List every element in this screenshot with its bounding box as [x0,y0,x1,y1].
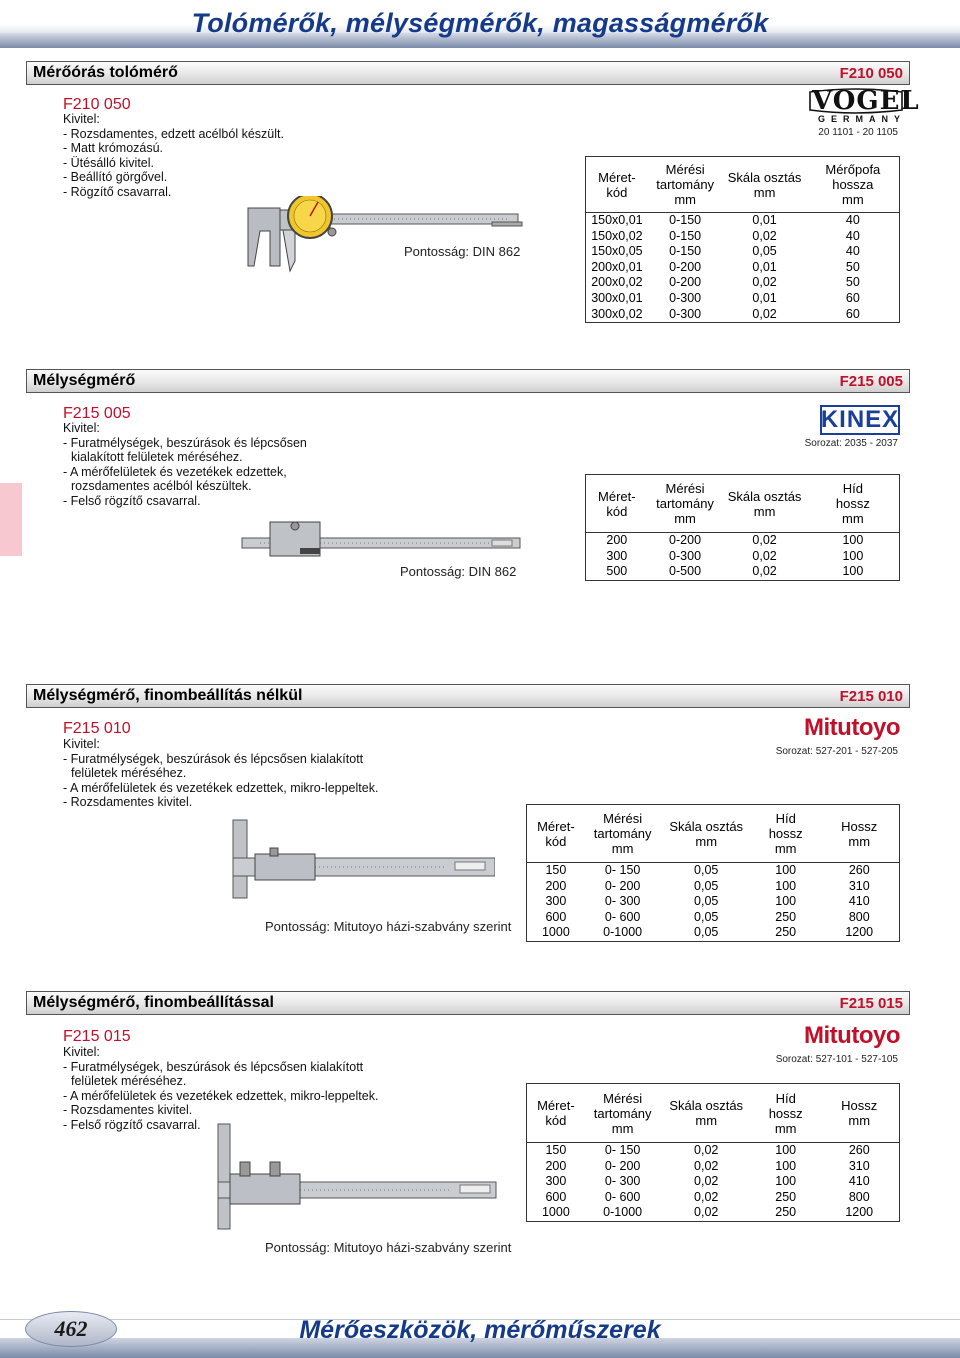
footer-title: Mérőeszközök, mérőműszerek [299,1316,661,1344]
spec-table-depth-gauge-fine: Méret- kód Mérési tartomány mm Skála osztás mm Híd hossz mm Hossz mm 150 0- 150 0,02 100 260 200 0- 200 0,02 100 310 300 0- 300 0,02 100 410 600 0- 600 0,02 250 800 1000 0-1000 0,02 250 1200 [526,1083,900,1222]
table-row: 1000 0-1000 0,05 250 1200 [541,925,874,940]
section-header-depth-gauge [26,369,910,393]
table-row: 300 0- 300 0,02 100 410 [545,1174,870,1189]
col-header: Mérési tartomány mm [648,157,723,213]
section-header-dial-caliper [26,61,910,85]
page-number: 462 [54,1316,88,1341]
table-row: 300 0- 300 0,05 100 410 [545,894,870,909]
table-row: 500 0-500 0,02 100 [606,564,864,579]
accuracy-note: Pontosság: DIN 862 [404,244,521,259]
product-code: F215 005 [63,405,131,422]
accuracy-note: Pontosság: Mitutoyo házi-szabvány szerint [265,919,512,934]
series-label: Sorozat: 2035 - 2037 [804,438,898,449]
spec-table-depth-gauge-no-fine: Méret- kód Mérési tartomány mm Skála osztás mm Híd hossz mm Hossz mm 150 0- 150 0,05 100 260 200 0- 200 0,05 100 310 300 0- 300 0,05 100 410 600 0- 600 0,05 250 800 1000 0-1000 0,05 250 1200 [526,804,900,942]
table-row: 200x0,02 0-200 0,02 50 [591,275,860,290]
spec-table-dial-caliper [585,156,900,323]
product-code: F215 010 [63,720,131,737]
series-label: Sorozat: 527-101 - 527-105 [775,1054,898,1065]
table-row: 150 0- 150 0,02 100 260 [545,1143,870,1157]
spec-table-depth-gauge: Méret- kód Mérési tartomány mm Skála osztás mm Híd hossz mm 200 0-200 0,02 100 300 0-300 0,02 100 500 0-500 0,02 100 [585,474,900,581]
table-row: 300 0-300 0,02 100 [606,548,864,563]
table-row: 600 0- 600 0,02 250 800 [545,1189,870,1204]
section-code: F215 015 [839,995,903,1012]
accuracy-note: Pontosság: Mitutoyo házi-szabvány szerint [265,1240,512,1255]
section-title: Mélységmérő, finombeállítás nélkül [33,687,303,704]
section-header-depth-gauge-fine [26,991,910,1015]
table-row: 200 0- 200 0,05 100 310 [545,878,870,893]
mitutoyo-logo: Mitutoyo [804,714,900,741]
product-code: F215 015 [63,1028,131,1045]
dial-caliper-image [240,196,525,276]
table-row: 150x0,01 0-150 0,01 40 [591,213,860,227]
series-label: Sorozat: 527-201 - 527-205 [775,746,898,757]
product-description: Kivitel: - Furatmélységek, beszúrások és lépcsősen kialakított felületek méréséhez. - A mérőfelületek és vezetékek edzettek, mikro-leppeltek. - Rozsdamentes kivitel. [63,737,379,810]
section-code: F215 005 [839,373,903,390]
vogel-logo: VOGEL GERMANY [812,86,920,124]
accuracy-note: Pontosság: DIN 862 [400,564,517,579]
section-code: F215 010 [839,688,903,705]
kinex-logo: KINEX [820,406,900,433]
product-description: Kivitel: - Furatmélységek, beszúrások és lépcsősen kialakított felületek méréséhez. - A mérőfelületek és vezetékek edzettek, rozsdamentes acélból készültek. - Felső rögzítő csavarral. [63,421,307,508]
table-row: 150x0,05 0-150 0,05 40 [591,244,860,259]
table-row: 200x0,01 0-200 0,01 50 [591,259,860,274]
product-description: Kivitel: - Furatmélységek, beszúrások és lépcsősen kialakított felületek méréséhez. - A mérőfelületek és vezetékek edzettek, mikro-leppeltek. - Rozsdamentes kivitel. - Felső rögzítő csavarral. [63,1045,379,1132]
table-row: 300x0,01 0-300 0,01 60 [591,290,860,305]
product-code: F210 050 [63,96,131,113]
product-description: Kivitel: - Rozsdamentes, edzett acélból készült. - Matt krómozású. - Ütésálló kivitel. - Beállító görgővel. - Rögzítő csavarral. [63,112,284,199]
section-title: Mérőórás tolómérő [33,64,178,81]
col-header: Skála osztás mm [723,157,807,213]
table-row: 150 0- 150 0,05 100 260 [545,863,870,877]
side-tab-marker [0,483,22,556]
depth-gauge-fine-image [210,1122,500,1232]
col-header: Mérőpofa hossza mm [807,157,900,213]
series-label: 20 1101 - 20 1105 [818,127,898,138]
depth-gauge-image [240,520,525,560]
table-row: 200 0- 200 0,02 100 310 [545,1158,870,1173]
section-header-depth-gauge-no-fine [26,684,910,708]
table-row: 150x0,02 0-150 0,02 40 [591,228,860,243]
page-title: Tolómérők, mélységmérők, magasságmérők [191,8,769,38]
table-row: 1000 0-1000 0,02 250 1200 [541,1205,874,1220]
section-code: F210 050 [839,65,903,82]
col-header: Méret- kód [586,157,648,213]
section-title: Mélységmérő, finombeállítással [33,994,274,1011]
table-row: 300x0,02 0-300 0,02 60 [591,306,860,321]
section-title: Mélységmérő [33,372,136,389]
table-row: 600 0- 600 0,05 250 800 [545,909,870,924]
depth-gauge-image [225,818,495,900]
mitutoyo-logo: Mitutoyo [804,1022,900,1049]
table-row: 200 0-200 0,02 100 [606,533,864,547]
